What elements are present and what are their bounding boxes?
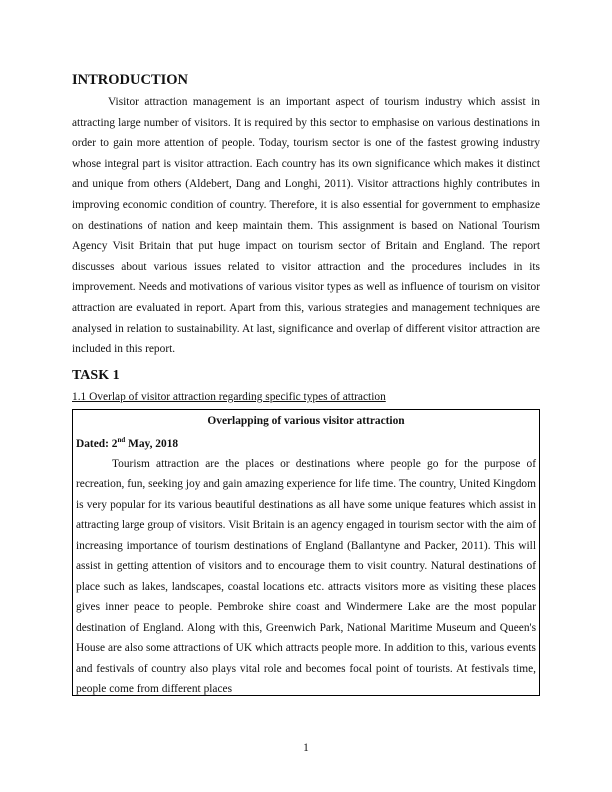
box-title: Overlapping of various visitor attraction [207, 414, 405, 427]
page-number: 1 [303, 742, 309, 754]
introduction-heading: INTRODUCTION [72, 72, 189, 88]
task-subheading: 1.1 Overlap of visitor attraction regarding specific types of attraction [72, 390, 386, 403]
introduction-paragraph: Visitor attraction management is an important aspect of tourism industry which assist in attracting large number of visitors. It is required by this sector to emphasise on various destinations in order to gain more attention of people. Today, tourism sector is one of the fastest growing industry whose integral part is visitor attraction. Each country has its own significance which makes it distinct and unique from others (Aldebert, Dang and Longhi, 2011). Visitor attractions highly contributes in improving economic condition of country. Therefore, it is also essential for government to emphasize on destinations of nation and keep maintain them. This assignment is based on National Tourism Agency Visit Britain that put huge impact on tourism sector of Britain and England. The report discusses about various issues related to visitor attraction and the procedures includes in its improvement. Needs and motivations of various visitor types as well as influence of tourism on visitor attraction are evaluated in report. Apart from this, various strategies and management techniques are analysed in relation to sustainability. At last, significance and overlap of different visitor attraction are included in this report. [72, 96, 540, 356]
page-content [72, 70, 540, 696]
dated-rest: May, 2018 [125, 437, 179, 450]
bordered-text-box [72, 409, 540, 696]
dated-label: Dated: 2 [76, 437, 118, 450]
box-paragraph: Tourism attraction are the places or destinations where people go for the purpose of recreation, fun, seeking joy and gain amazing experience for life time. The country, United Kingdom is very popular for its various beautiful destinations as all have some unique features which assist in attracting large group of visitors. Visit Britain is an agency engaged in tourism sector with the aim of increasing importance of tourism destinations of England (Ballantyne and Packer, 2011). This will assist in getting attention of visitors and to encourage them to visit country. Natural destinations of place such as lakes, landscapes, coastal locations etc. attracts visitors more as visiting these places gives inner peace to people. Pembroke shire coast and Windermere Lake are the most popular destination of England. Along with this, Greenwich Park, National Maritime Museum and Queen's House are also some attractions of UK which attracts people more. In addition to this, various events and festivals of country also plays vital role and becomes focal point of tourists. At festivals time, people come from different places [76, 457, 536, 696]
task-heading: TASK 1 [72, 367, 120, 383]
dated-superscript: nd [117, 435, 126, 444]
dated-line [76, 430, 536, 454]
